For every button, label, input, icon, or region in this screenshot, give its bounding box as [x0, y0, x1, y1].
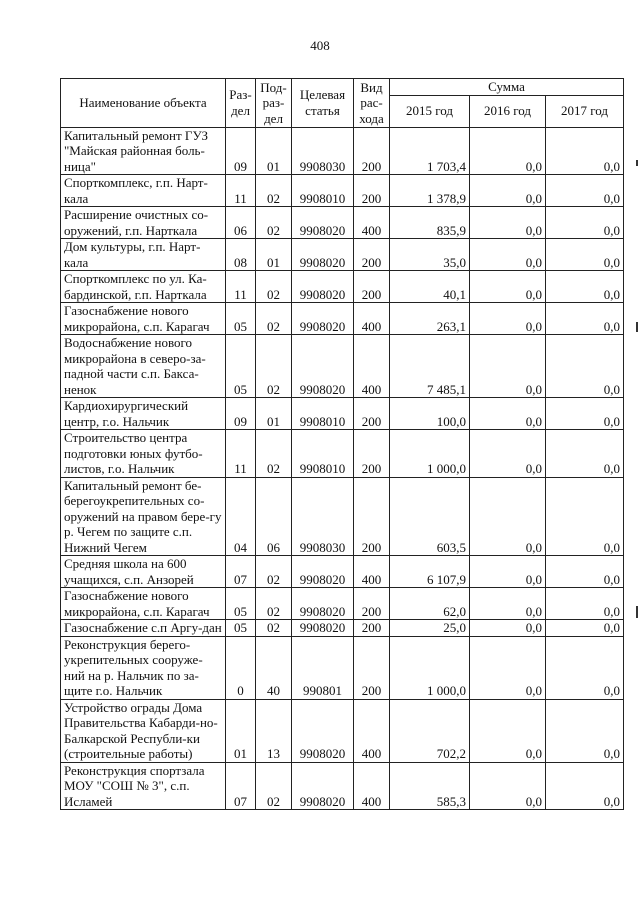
cell-2015: 1 703,4	[390, 127, 470, 175]
cell-podrazdel: 02	[256, 762, 292, 810]
cell-2015: 62,0	[390, 588, 470, 620]
cell-vid: 200	[354, 127, 390, 175]
cell-name: Водоснабжение нового микрорайона в северо-за-падной части с.п. Бакса-ненок	[61, 335, 226, 398]
cell-podrazdel: 02	[256, 271, 292, 303]
cell-vid: 200	[354, 271, 390, 303]
cell-2015: 702,2	[390, 699, 470, 762]
header-name: Наименование объекта	[61, 79, 226, 128]
cell-vid: 200	[354, 175, 390, 207]
header-podrazdel: Под- раз- дел	[256, 79, 292, 128]
table-row	[61, 430, 624, 478]
cell-podrazdel: 40	[256, 636, 292, 699]
cell-razdel: 09	[226, 398, 256, 430]
cell-article: 990801	[292, 636, 354, 699]
scan-mark	[636, 322, 638, 332]
cell-2015: 603,5	[390, 477, 470, 556]
cell-article: 9908020	[292, 335, 354, 398]
cell-name: Реконструкция берего-укрепительных сооруже-ний на р. Нальчик по за-щите г.о. Нальчик	[61, 636, 226, 699]
table-row	[61, 556, 624, 588]
cell-2017: 0,0	[546, 699, 624, 762]
cell-2016: 0,0	[470, 636, 546, 699]
cell-razdel: 11	[226, 175, 256, 207]
table-row	[61, 175, 624, 207]
cell-2016: 0,0	[470, 335, 546, 398]
header-razdel: Раз- дел	[226, 79, 256, 128]
cell-2016: 0,0	[470, 430, 546, 478]
cell-razdel: 11	[226, 271, 256, 303]
cell-podrazdel: 01	[256, 127, 292, 175]
cell-name: Газоснабжение нового микрорайона, с.п. Карагач	[61, 303, 226, 335]
cell-name: Реконструкция спортзала МОУ "СОШ № 3", с.п. Исламей	[61, 762, 226, 810]
cell-name: Расширение очистных со-оружений, г.п. Нарткала	[61, 207, 226, 239]
cell-2015: 6 107,9	[390, 556, 470, 588]
cell-2017: 0,0	[546, 207, 624, 239]
page-number: 408	[310, 38, 330, 53]
header-2017: 2017 год	[546, 95, 624, 127]
cell-2016: 0,0	[470, 398, 546, 430]
cell-article: 9908020	[292, 207, 354, 239]
cell-article: 9908030	[292, 127, 354, 175]
cell-2016: 0,0	[470, 762, 546, 810]
cell-2015: 1 378,9	[390, 175, 470, 207]
cell-2017: 0,0	[546, 335, 624, 398]
cell-article: 9908020	[292, 239, 354, 271]
table-row	[61, 762, 624, 810]
cell-vid: 200	[354, 398, 390, 430]
table-row	[61, 271, 624, 303]
cell-vid: 200	[354, 588, 390, 620]
table-row	[61, 588, 624, 620]
cell-article: 9908020	[292, 699, 354, 762]
cell-2016: 0,0	[470, 699, 546, 762]
cell-article: 9908020	[292, 556, 354, 588]
cell-2017: 0,0	[546, 398, 624, 430]
cell-article: 9908010	[292, 430, 354, 478]
cell-razdel: 08	[226, 239, 256, 271]
table-row	[61, 335, 624, 398]
cell-vid: 400	[354, 207, 390, 239]
cell-2015: 25,0	[390, 620, 470, 637]
cell-2015: 585,3	[390, 762, 470, 810]
cell-podrazdel: 02	[256, 175, 292, 207]
cell-2017: 0,0	[546, 588, 624, 620]
cell-name: Строительство центра подготовки юных футбо-листов, г.о. Нальчик	[61, 430, 226, 478]
budget-table	[60, 78, 624, 810]
table-row	[61, 303, 624, 335]
cell-vid: 200	[354, 620, 390, 637]
cell-article: 9908020	[292, 303, 354, 335]
cell-podrazdel: 01	[256, 239, 292, 271]
cell-razdel: 05	[226, 588, 256, 620]
cell-2017: 0,0	[546, 430, 624, 478]
cell-razdel: 11	[226, 430, 256, 478]
cell-2016: 0,0	[470, 620, 546, 637]
table-row	[61, 207, 624, 239]
cell-razdel: 05	[226, 620, 256, 637]
cell-podrazdel: 06	[256, 477, 292, 556]
cell-2016: 0,0	[470, 588, 546, 620]
table-row	[61, 636, 624, 699]
cell-vid: 200	[354, 430, 390, 478]
cell-vid: 400	[354, 762, 390, 810]
scan-mark	[636, 160, 638, 166]
cell-2017: 0,0	[546, 636, 624, 699]
header-article: Целевая статья	[292, 79, 354, 128]
cell-name: Газоснабжение с.п Аргу-дан	[61, 620, 226, 637]
cell-razdel: 09	[226, 127, 256, 175]
cell-vid: 200	[354, 477, 390, 556]
cell-name: Кардиохирургический центр, г.о. Нальчик	[61, 398, 226, 430]
cell-vid: 200	[354, 239, 390, 271]
header-2015: 2015 год	[390, 95, 470, 127]
cell-razdel: 06	[226, 207, 256, 239]
cell-podrazdel: 02	[256, 207, 292, 239]
cell-razdel: 05	[226, 303, 256, 335]
cell-vid: 400	[354, 556, 390, 588]
cell-razdel: 05	[226, 335, 256, 398]
cell-2016: 0,0	[470, 303, 546, 335]
cell-article: 9908020	[292, 620, 354, 637]
cell-2016: 0,0	[470, 175, 546, 207]
table-row	[61, 239, 624, 271]
cell-article: 9908020	[292, 588, 354, 620]
cell-2015: 35,0	[390, 239, 470, 271]
cell-vid: 400	[354, 303, 390, 335]
cell-article: 9908010	[292, 398, 354, 430]
cell-2015: 100,0	[390, 398, 470, 430]
cell-2017: 0,0	[546, 271, 624, 303]
cell-2017: 0,0	[546, 127, 624, 175]
cell-podrazdel: 02	[256, 556, 292, 588]
cell-2017: 0,0	[546, 762, 624, 810]
cell-podrazdel: 02	[256, 303, 292, 335]
header-sum: Сумма	[390, 79, 624, 96]
cell-article: 9908020	[292, 762, 354, 810]
cell-article: 9908020	[292, 271, 354, 303]
cell-2017: 0,0	[546, 620, 624, 637]
cell-razdel: 01	[226, 699, 256, 762]
header-vid: Вид рас- хода	[354, 79, 390, 128]
cell-article: 9908010	[292, 175, 354, 207]
cell-name: Газоснабжение нового микрорайона, с.п. Карагач	[61, 588, 226, 620]
cell-2016: 0,0	[470, 239, 546, 271]
cell-razdel: 0	[226, 636, 256, 699]
cell-vid: 200	[354, 636, 390, 699]
cell-2016: 0,0	[470, 556, 546, 588]
cell-2017: 0,0	[546, 477, 624, 556]
cell-2015: 1 000,0	[390, 636, 470, 699]
cell-razdel: 04	[226, 477, 256, 556]
table-row	[61, 620, 624, 637]
cell-podrazdel: 02	[256, 620, 292, 637]
cell-2016: 0,0	[470, 271, 546, 303]
cell-2017: 0,0	[546, 303, 624, 335]
cell-2015: 40,1	[390, 271, 470, 303]
table-row	[61, 699, 624, 762]
table-body	[61, 127, 624, 810]
cell-name: Дом культуры, г.п. Нарт-кала	[61, 239, 226, 271]
table-row	[61, 127, 624, 175]
cell-name: Средняя школа на 600 учащихся, с.п. Анзорей	[61, 556, 226, 588]
cell-podrazdel: 02	[256, 588, 292, 620]
scan-mark	[636, 606, 638, 618]
cell-2017: 0,0	[546, 556, 624, 588]
cell-razdel: 07	[226, 762, 256, 810]
header-2016: 2016 год	[470, 95, 546, 127]
cell-name: Спорткомплекс по ул. Ка-бардинской, г.п. Нарткала	[61, 271, 226, 303]
cell-razdel: 07	[226, 556, 256, 588]
cell-2016: 0,0	[470, 127, 546, 175]
cell-vid: 400	[354, 699, 390, 762]
table-row	[61, 477, 624, 556]
cell-2015: 1 000,0	[390, 430, 470, 478]
cell-2015: 263,1	[390, 303, 470, 335]
cell-name: Спорткомплекс, г.п. Нарт-кала	[61, 175, 226, 207]
cell-article: 9908030	[292, 477, 354, 556]
cell-podrazdel: 02	[256, 335, 292, 398]
cell-vid: 400	[354, 335, 390, 398]
cell-2015: 835,9	[390, 207, 470, 239]
cell-podrazdel: 01	[256, 398, 292, 430]
cell-name: Капитальный ремонт ГУЗ "Майская районная боль-ница"	[61, 127, 226, 175]
cell-2016: 0,0	[470, 207, 546, 239]
cell-2017: 0,0	[546, 239, 624, 271]
cell-podrazdel: 13	[256, 699, 292, 762]
cell-name: Устройство ограды Дома Правительства Кабарди-но-Балкарской Республи-ки (строительные работы)	[61, 699, 226, 762]
cell-2016: 0,0	[470, 477, 546, 556]
table-row	[61, 398, 624, 430]
cell-podrazdel: 02	[256, 430, 292, 478]
cell-name: Капитальный ремонт бе-берегоукрепительных со-оружений на правом бере-гу р. Чегем по защите с.п. Нижний Чегем	[61, 477, 226, 556]
cell-2017: 0,0	[546, 175, 624, 207]
cell-2015: 7 485,1	[390, 335, 470, 398]
